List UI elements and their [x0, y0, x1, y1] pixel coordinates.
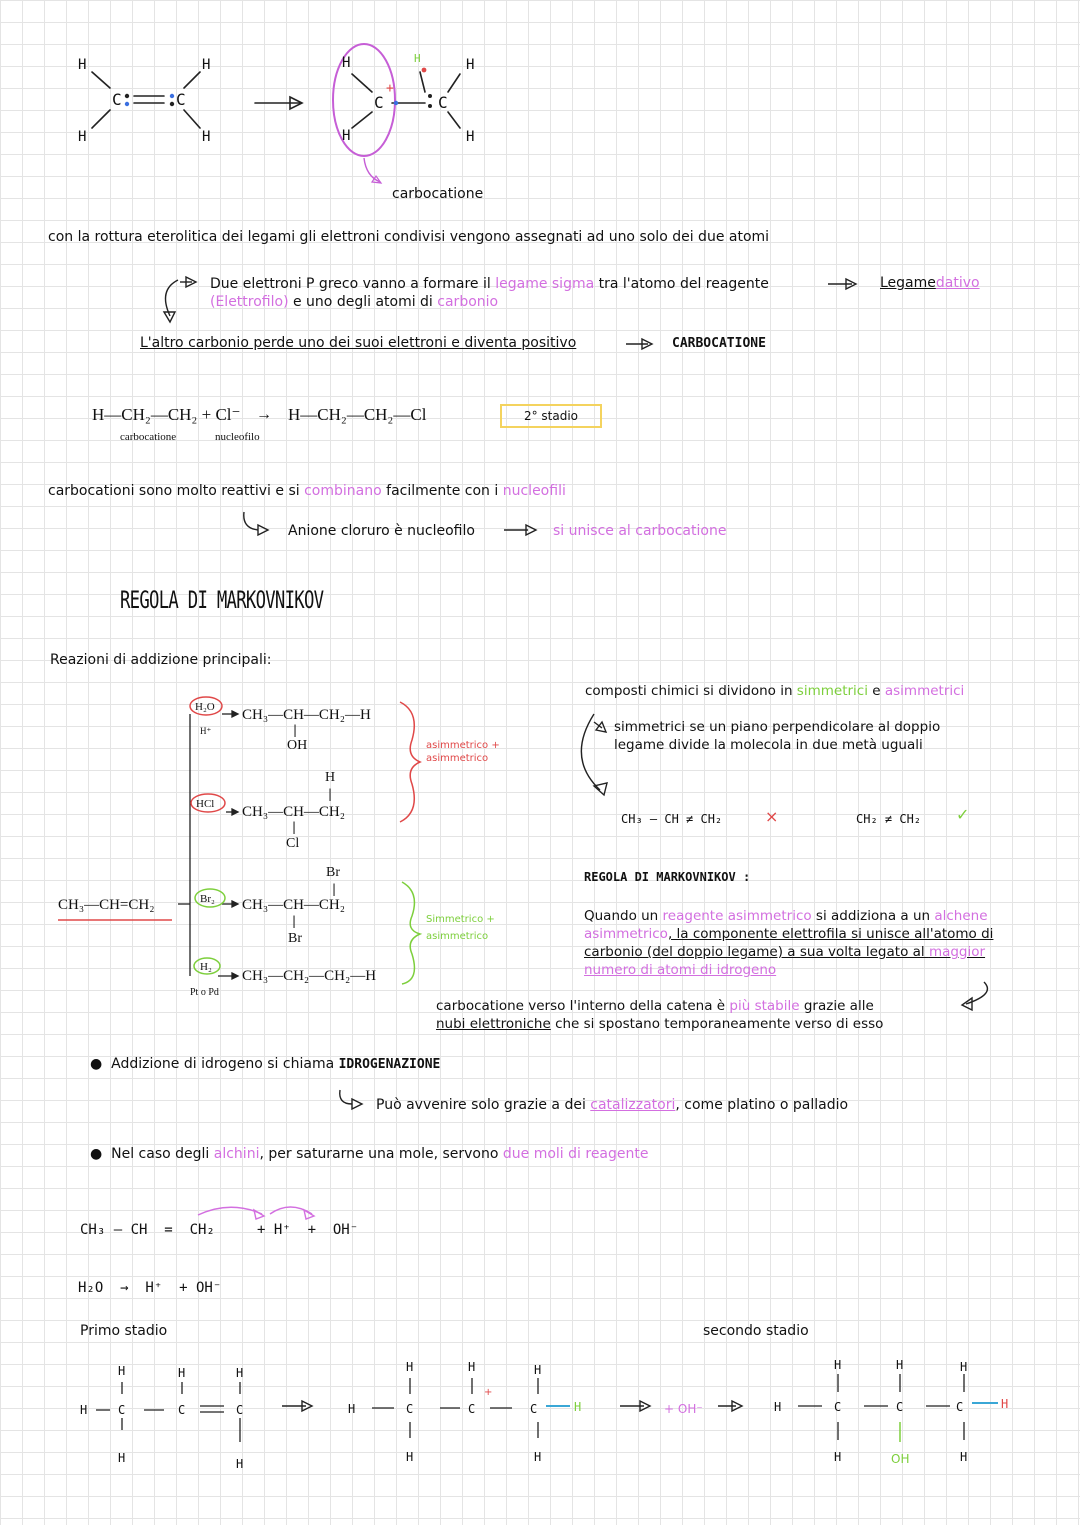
- atom-h: H: [348, 1402, 356, 1416]
- symmetric-def-1: simmetrici se un piano perpendicolare al doppio: [614, 719, 941, 735]
- stage-box: 2° stadio: [500, 404, 602, 428]
- reaction-arrow: →: [256, 406, 272, 423]
- atom-h: H: [774, 1400, 782, 1414]
- example-asymmetric: CH₃ — CH ≠ CH₂: [621, 812, 723, 826]
- atom-h: H: [466, 57, 475, 73]
- charge-plus: +: [484, 1387, 493, 1398]
- atom-h: H: [834, 1358, 842, 1372]
- example-symmetric: CH₂ ≠ CH₂: [856, 812, 922, 826]
- reagent-hydrogen: H₂: [200, 961, 212, 973]
- atom-c: C: [956, 1400, 964, 1414]
- rule-title: REGOLA DI MARKOVNIKOV :: [584, 870, 751, 884]
- brace-label-1b: asimmetrico: [426, 753, 489, 764]
- atom-c: C: [406, 1402, 414, 1416]
- atom-h: H: [406, 1360, 414, 1374]
- stability-note-1: carbocatione verso l'interno della catena è più stabile grazie alle: [436, 998, 874, 1014]
- pi-electrons-note: Due elettroni P greco vanno a formare il legame sigma tra l'atomo del reagente: [210, 276, 769, 292]
- stability-note-2: nubi elettroniche che si spostano temporaneamente verso di esso: [436, 1016, 884, 1032]
- product-hydrogen: CH₃—CH₂—CH₂—H: [242, 968, 377, 984]
- pi-electrons-note-2: (Elettrofilo) e uno degli atomi di carbonio: [210, 294, 499, 310]
- main-reactions-label: Reazioni di addizione principali:: [50, 652, 272, 668]
- carbocation-label: carbocatione: [392, 186, 484, 202]
- bullet-alkynes: ● Nel caso degli alchini, per saturarne una mole, servono due moli di reagente: [90, 1146, 649, 1162]
- atom-c: C: [178, 1403, 186, 1417]
- atom-h: H: [342, 55, 351, 71]
- atom-h: H: [834, 1450, 842, 1464]
- atom-c: C: [896, 1400, 904, 1414]
- bullet-dot: ●: [90, 1056, 112, 1072]
- second-stage-label: secondo stadio: [703, 1323, 809, 1339]
- reaction-right: H—CH₂—CH₂—Cl: [288, 405, 427, 424]
- atom-h: H: [534, 1450, 542, 1464]
- bond-line: |: [328, 787, 333, 801]
- rule-line-1: Quando un reagente asimmetrico si addiziona a un alchene: [584, 908, 988, 924]
- rule-line-2: asimmetrico, la componente elettrofila si unisce all'atomo di: [584, 926, 994, 942]
- heterolytic-note: con la rottura eterolitica dei legami gli elettroni condivisi vengono assegnati ad uno solo dei due atomi: [48, 229, 770, 245]
- atom-h-added: H: [574, 1400, 582, 1414]
- mechanism-eq-1: CH₃ — CH = CH₂ + H⁺ + OH⁻: [80, 1222, 359, 1238]
- markovnikov-heading: REGOLA DI MARKOVNIKOV: [120, 586, 324, 614]
- plus-hydroxide: + OH⁻: [664, 1402, 703, 1416]
- atom-c: C: [118, 1403, 126, 1417]
- atom-c: C: [176, 90, 186, 109]
- atom-c: C: [530, 1402, 538, 1416]
- atom-h: H: [202, 57, 211, 73]
- carbocation-caps: CARBOCATIONE: [672, 336, 766, 351]
- carbocation-sub: carbocatione: [120, 431, 177, 443]
- atom-h: H: [406, 1450, 414, 1464]
- atom-h: H: [236, 1457, 244, 1471]
- reagent-hcl: HCl: [196, 798, 215, 810]
- product-br-sup: Br: [326, 865, 340, 880]
- product-water-sub: OH: [287, 738, 308, 753]
- atom-h: H: [236, 1366, 244, 1380]
- atom-h: H: [78, 57, 87, 73]
- first-stage-label: Primo stadio: [80, 1323, 168, 1339]
- bond-line: |: [332, 882, 337, 896]
- hydroxyl-group: OH: [891, 1452, 910, 1466]
- product-hcl: CH₃—CH—CH₂: [242, 804, 345, 820]
- rule-line-3: carbonio (del doppio legame) a sua volta legato al maggior: [584, 944, 986, 960]
- atom-c: C: [112, 90, 122, 109]
- atom-c-positive: C: [374, 93, 384, 112]
- atom-h: H: [468, 1360, 476, 1374]
- atom-h-added: H: [1001, 1397, 1009, 1411]
- rule-line-4: numero di atomi di idrogeno: [584, 962, 777, 978]
- brace-label-1a: asimmetrico +: [426, 740, 500, 751]
- carbocation-reactivity: carbocationi sono molto reattivi e si combinano facilmente con i nucleofili: [48, 483, 566, 499]
- bullet-hydrogenation: ● Addizione di idrogeno si chiama IDROGENAZIONE: [90, 1056, 441, 1072]
- atom-h: H: [80, 1403, 88, 1417]
- atom-c: C: [834, 1400, 842, 1414]
- atom-h: H: [534, 1363, 542, 1377]
- atom-c: C: [438, 93, 448, 112]
- anion-note: Anione cloruro è nucleofilo: [288, 523, 475, 539]
- cross-mark: ×: [765, 807, 779, 826]
- joins-note: si unisce al carbocatione: [553, 523, 727, 539]
- product-hcl-sup: H: [325, 770, 336, 785]
- product-water: CH₃—CH—CH₂—H: [242, 707, 371, 723]
- atom-h: H: [118, 1451, 126, 1465]
- bond-line: |: [292, 914, 297, 928]
- reagent-water-cond: H⁺: [200, 726, 212, 736]
- brace-label-2a: Simmetrico +: [426, 914, 495, 925]
- bullet-dot: ●: [90, 1146, 112, 1162]
- symmetric-def-2: legame divide la molecola in due metà uguali: [614, 737, 923, 753]
- atom-c-positive: C: [468, 1402, 476, 1416]
- atom-h: H: [466, 129, 475, 145]
- atom-h: H: [960, 1450, 968, 1464]
- bond-line: |: [293, 723, 298, 737]
- atom-h: H: [342, 128, 351, 144]
- product-br-sub: Br: [288, 931, 302, 946]
- reaction-left: H—CH₂—CH₂ + Cl⁻: [92, 405, 241, 424]
- atom-h: H: [896, 1358, 904, 1372]
- reagent-hydrogen-cond: Pt o Pd: [190, 987, 219, 998]
- atom-h: H: [118, 1364, 126, 1378]
- reactant: CH₃—CH=CH₂: [58, 897, 155, 913]
- product-hcl-sub: Cl: [286, 836, 300, 851]
- atom-h: H: [78, 129, 87, 145]
- reagent-bromine: Br₂: [200, 893, 215, 905]
- dative-bond-label: Legamedativo: [880, 275, 980, 291]
- nucleophile-sub: nucleofilo: [215, 431, 260, 443]
- product-br: CH₃—CH—CH₂: [242, 897, 345, 913]
- atom-h: H: [960, 1360, 968, 1374]
- reagent-water: H₂O: [195, 701, 215, 713]
- catalyst-note: Può avvenire solo grazie a dei catalizzatori, come platino o palladio: [376, 1097, 849, 1113]
- mechanism-eq-2: H₂O → H⁺ + OH⁻: [78, 1280, 222, 1296]
- bond-line: |: [292, 820, 297, 834]
- atom-h: H: [178, 1366, 186, 1380]
- other-carbon-note: L'altro carbonio perde uno dei suoi elettroni e diventa positivo: [140, 335, 577, 351]
- check-mark: ✓: [956, 805, 970, 824]
- atom-h: H: [202, 129, 211, 145]
- compounds-note: composti chimici si dividono in simmetrici e asimmetrici: [585, 683, 965, 699]
- charge-plus: +: [386, 81, 394, 96]
- atom-h-electrophile: H: [414, 52, 421, 65]
- brace-label-2b: asimmetrico: [426, 931, 489, 942]
- atom-c: C: [236, 1403, 244, 1417]
